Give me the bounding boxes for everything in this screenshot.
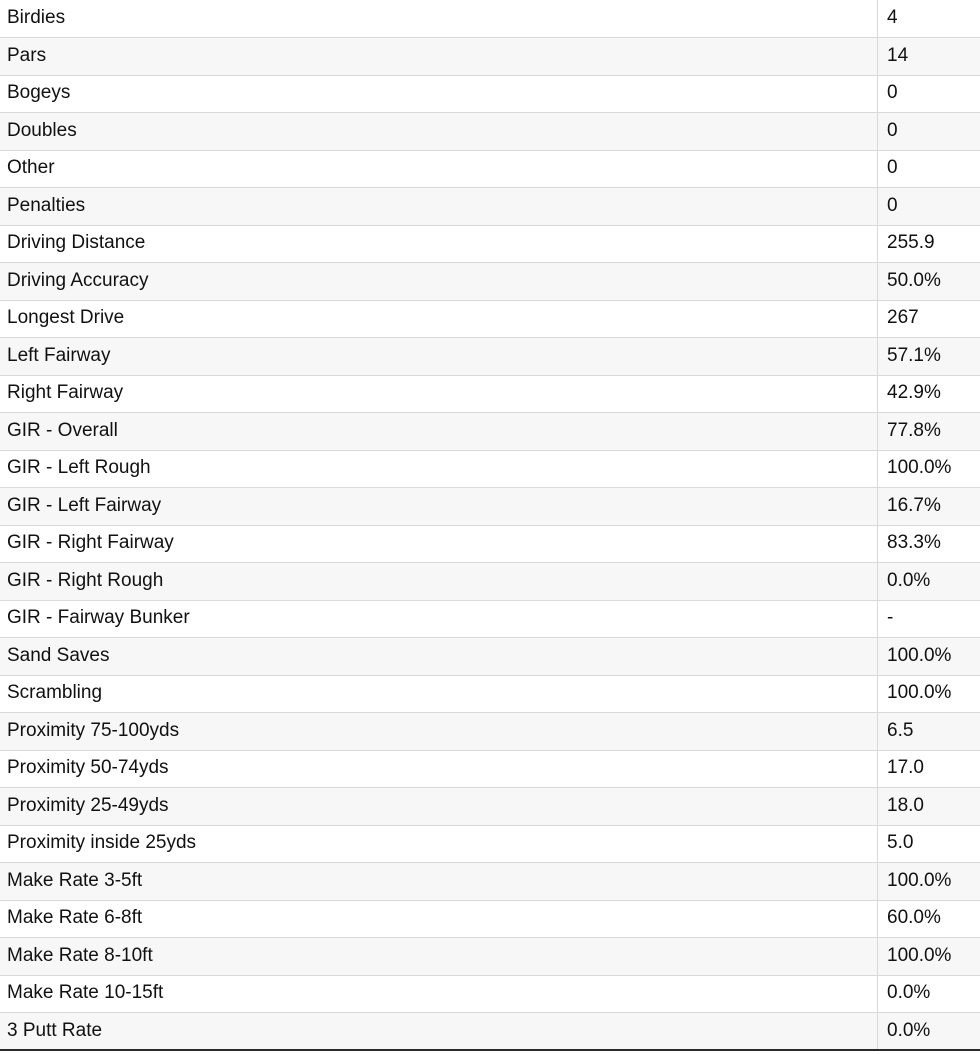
table-row (0, 188, 980, 226)
stat-label: GIR - Fairway Bunker (0, 600, 878, 638)
stat-label: Proximity 75-100yds (0, 713, 878, 751)
stat-label: GIR - Overall (0, 413, 878, 451)
stat-label: Other (0, 150, 878, 188)
stat-label: GIR - Left Fairway (0, 488, 878, 526)
stat-value: 100.0% (878, 863, 980, 901)
table-row (0, 0, 980, 38)
stat-value: 6.5 (878, 713, 980, 751)
table-row (0, 563, 980, 601)
stat-label: Make Rate 6-8ft (0, 900, 878, 938)
table-row (0, 675, 980, 713)
stat-label: Doubles (0, 113, 878, 151)
stat-label: Penalties (0, 188, 878, 226)
stat-value: 100.0% (878, 675, 980, 713)
stat-value: 5.0 (878, 825, 980, 863)
stat-value: 50.0% (878, 263, 980, 301)
table-row (0, 75, 980, 113)
stat-label: Right Fairway (0, 375, 878, 413)
stat-label: Longest Drive (0, 300, 878, 338)
table-row (0, 938, 980, 976)
stat-label: Sand Saves (0, 638, 878, 676)
stat-value: 0.0% (878, 1013, 980, 1051)
table-row (0, 788, 980, 826)
stat-value: - (878, 600, 980, 638)
stat-value: 267 (878, 300, 980, 338)
table-row (0, 1013, 980, 1051)
table-row (0, 713, 980, 751)
stat-label: GIR - Right Fairway (0, 525, 878, 563)
stat-value: 100.0% (878, 938, 980, 976)
table-row (0, 338, 980, 376)
stat-label: Birdies (0, 0, 878, 38)
table-row (0, 450, 980, 488)
table-row (0, 825, 980, 863)
stat-value: 57.1% (878, 338, 980, 376)
stat-label: Make Rate 3-5ft (0, 863, 878, 901)
stat-label: Proximity 50-74yds (0, 750, 878, 788)
stat-label: Driving Accuracy (0, 263, 878, 301)
stat-label: Make Rate 10-15ft (0, 975, 878, 1013)
stat-label: Make Rate 8-10ft (0, 938, 878, 976)
table-row (0, 863, 980, 901)
table-row (0, 488, 980, 526)
stat-value: 42.9% (878, 375, 980, 413)
stat-label: GIR - Right Rough (0, 563, 878, 601)
stat-value: 0 (878, 188, 980, 226)
stat-label: Proximity 25-49yds (0, 788, 878, 826)
stat-value: 0 (878, 113, 980, 151)
stat-value: 83.3% (878, 525, 980, 563)
table-row (0, 38, 980, 76)
stat-value: 18.0 (878, 788, 980, 826)
stat-label: Pars (0, 38, 878, 76)
table-row (0, 225, 980, 263)
stat-value: 60.0% (878, 900, 980, 938)
stat-value: 100.0% (878, 450, 980, 488)
table-row (0, 150, 980, 188)
table-row (0, 638, 980, 676)
table-row (0, 750, 980, 788)
stat-value: 14 (878, 38, 980, 76)
table-row (0, 113, 980, 151)
table-row (0, 263, 980, 301)
stat-label: Left Fairway (0, 338, 878, 376)
stat-label: Bogeys (0, 75, 878, 113)
stat-label: Scrambling (0, 675, 878, 713)
table-row (0, 413, 980, 451)
stat-value: 0.0% (878, 563, 980, 601)
stat-label: 3 Putt Rate (0, 1013, 878, 1051)
table-row (0, 900, 980, 938)
stat-value: 0 (878, 75, 980, 113)
stat-label: GIR - Left Rough (0, 450, 878, 488)
stat-value: 4 (878, 0, 980, 38)
stat-value: 17.0 (878, 750, 980, 788)
stat-value: 77.8% (878, 413, 980, 451)
stat-label: Driving Distance (0, 225, 878, 263)
stat-value: 100.0% (878, 638, 980, 676)
table-row (0, 600, 980, 638)
stat-value: 0 (878, 150, 980, 188)
table-row (0, 300, 980, 338)
stat-label: Proximity inside 25yds (0, 825, 878, 863)
table-row (0, 975, 980, 1013)
table-row (0, 375, 980, 413)
table-row (0, 525, 980, 563)
stat-value: 255.9 (878, 225, 980, 263)
stat-value: 0.0% (878, 975, 980, 1013)
stat-value: 16.7% (878, 488, 980, 526)
